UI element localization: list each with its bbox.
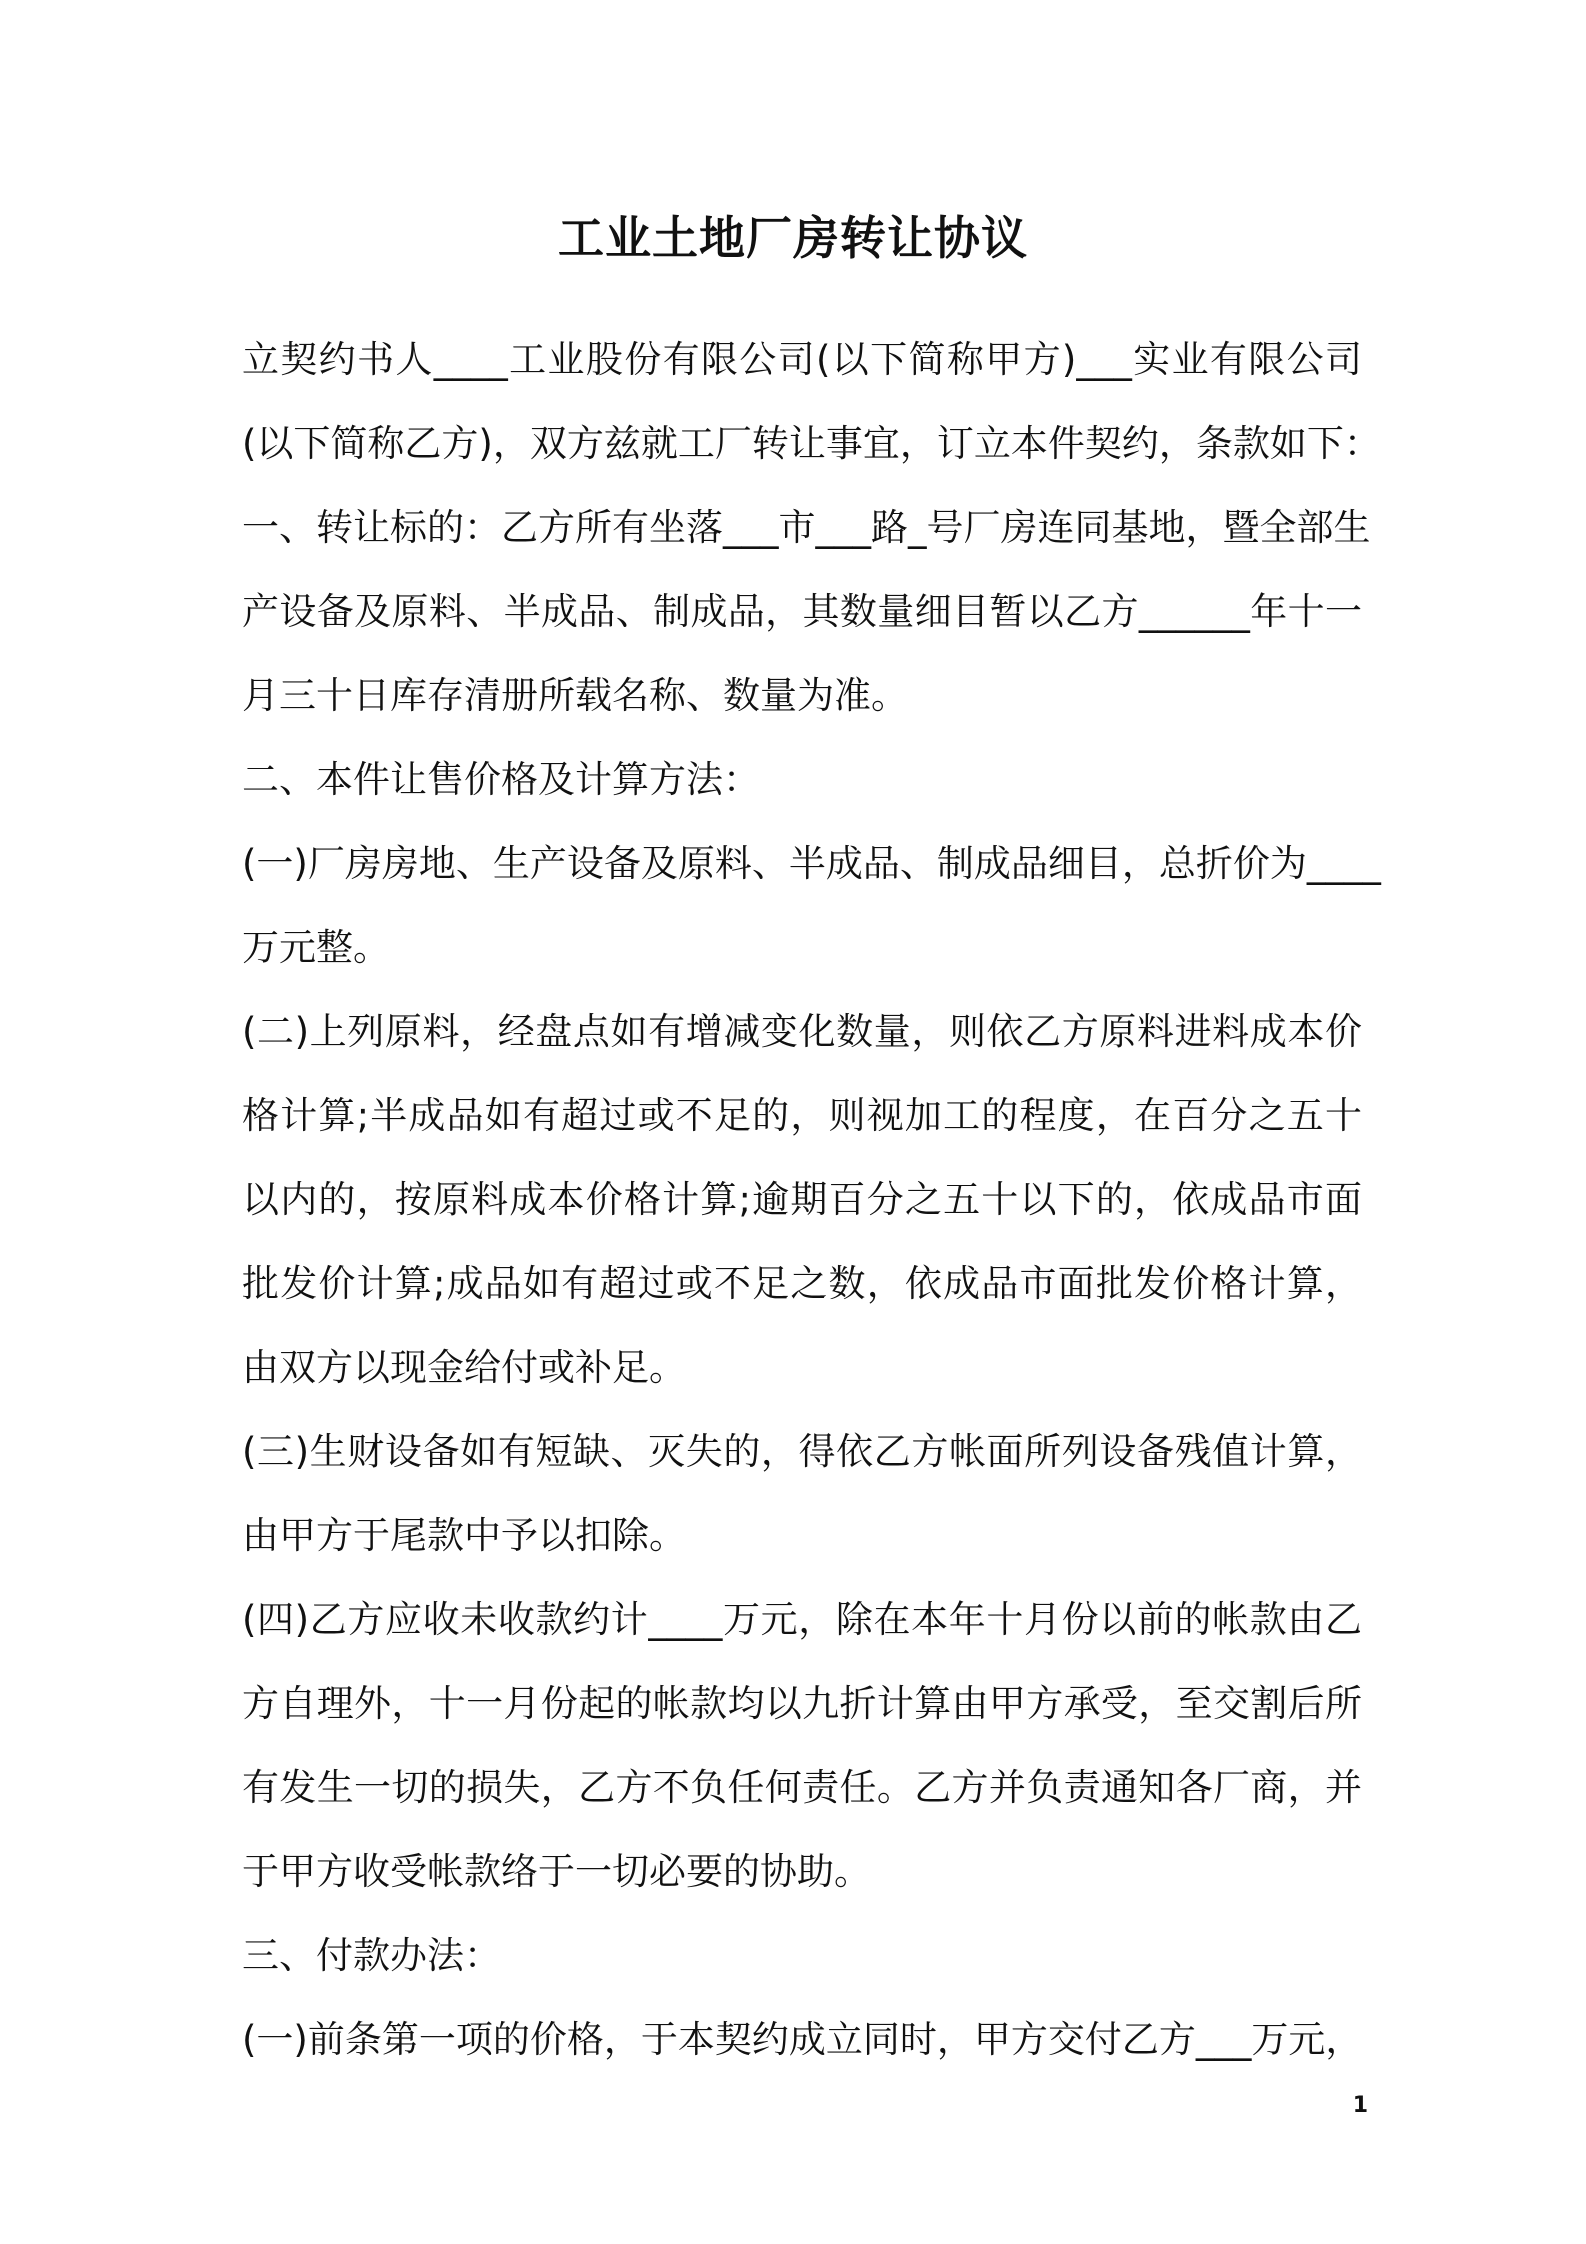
paragraph-line: 由双方以现金给付或补足。	[242, 1346, 686, 1389]
paragraph-line: (一)前条第一项的价格，于本契约成立同时，甲方交付乙方___万元，	[242, 2018, 1363, 2061]
paragraph-line: 一、转让标的：乙方所有坐落___市___路_号厂房连同基地，暨全部生	[242, 506, 1371, 549]
paragraph-line: 由甲方于尾款中予以扣除。	[242, 1514, 686, 1557]
paragraph-line: 万元整。	[242, 926, 390, 969]
paragraph-line: (四)乙方应收未收款约计____万元，除在本年十月份以前的帐款由乙	[242, 1598, 1362, 1641]
paragraph-line: 有发生一切的损失，乙方不负任何责任。乙方并负责通知各厂商，并	[242, 1766, 1362, 1809]
page-number: 1	[1352, 2093, 1368, 2118]
paragraph-line: 二、本件让售价格及计算方法：	[242, 758, 760, 801]
paragraph-line: 批发价计算;成品如有超过或不足之数，依成品市面批发价格计算，	[242, 1262, 1362, 1305]
paragraph-line: 以内的，按原料成本价格计算;逾期百分之五十以下的，依成品市面	[242, 1178, 1362, 1221]
paragraph-line: (一)厂房房地、生产设备及原料、半成品、制成品细目，总折价为____	[242, 842, 1381, 885]
paragraph-line: 于甲方收受帐款络于一切必要的协助。	[242, 1850, 871, 1893]
paragraph-line: 三、付款办法：	[242, 1934, 501, 1977]
paragraph-line: 方自理外，十一月份起的帐款均以九折计算由甲方承受，至交割后所	[242, 1682, 1362, 1725]
paragraph-line: 立契约书人____工业股份有限公司(以下简称甲方)___实业有限公司	[242, 338, 1362, 381]
document-title: 工业土地厂房转让协议	[558, 211, 1028, 265]
paragraph-line: (以下简称乙方)，双方兹就工厂转让事宜，订立本件契约，条款如下：	[242, 422, 1381, 465]
paragraph-line: (二)上列原料，经盘点如有增减变化数量，则依乙方原料进料成本价	[242, 1010, 1362, 1053]
paragraph-line: 格计算;半成品如有超过或不足的，则视加工的程度，在百分之五十	[242, 1094, 1362, 1137]
paragraph-line: 月三十日库存清册所载名称、数量为准。	[242, 674, 908, 717]
paragraph-line: 产设备及原料、半成品、制成品，其数量细目暂以乙方______年十一	[242, 590, 1362, 633]
paragraph-line: (三)生财设备如有短缺、灭失的，得依乙方帐面所列设备残值计算，	[242, 1430, 1362, 1473]
